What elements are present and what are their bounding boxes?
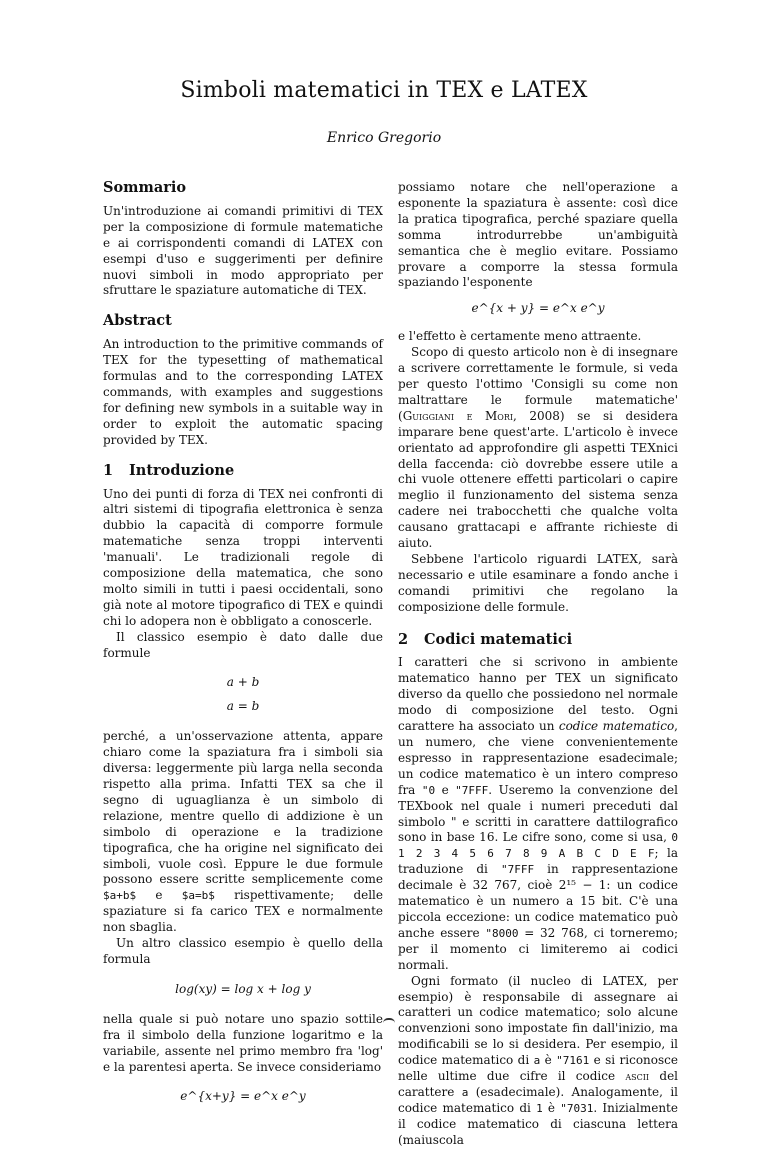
author-name: Enrico Gregorio	[326, 130, 442, 146]
codes-paragraph-2: Ogni formato (il nucleo di LATEX, per esempio) è responsabile di assegnare ai caratteri un codice matematico; solo alcune convenzioni sono impostate fin dall'inizio, ma modificabili se lo si desidera. Per esempio, il codice matematico di a è "7161 e si riconosce nelle ultime due cifre il codice ascii del carattere a (esadecimale). Analogamente, il codice matematico di 1 è "7031. Inizialmente il codice matematico di ciascuna lettera (maiuscola	[398, 973, 679, 1147]
right-paragraph-3: Scopo di questo articolo non è di insegnare a scrivere correttamente le formule, si veda per questo l'ottimo 'Consigli su come non maltrattare le formule matematiche' (Guiggiani e Mori, 2008) se si desidera imparare bene quest'arte. L'articolo è invece orientato ad approfondire gli aspetti TEXnici della faccenda: ciò dovrebbe essere utile a chi vuole ottenere effetti particolari o capire meglio il funzionamento del sistema senza cadere nei trabocchetti che qualche volta causano grattacapi e affrante richieste di aiuto.	[398, 345, 678, 551]
code-sum: $a+b$	[103, 889, 137, 903]
formula-exp-spaced: e^{x + y} = e^x e^y	[471, 301, 605, 316]
page-number-mark	[383, 1018, 395, 1023]
right-column	[398, 180, 678, 1149]
intro-paragraph-1: Uno dei punti di forza di TEX nei confronti di altri sistemi di tipografia elettronica è senza dubbio la capacità di comporre formule matematiche senza troppi interventi 'manuali'. Le tradizionali regole di composizione della matematica, che sono molto simili in tutti i paesi occidentali, sono già note al motore tipografico di TEX e quindi chi lo adopera non è obbligato a conoscerle.	[103, 486, 383, 628]
code-equal: $a=b$	[181, 889, 215, 903]
intro-paragraph-4: Un altro classico esempio è quello della formula	[103, 936, 383, 966]
section-1-heading	[103, 463, 383, 479]
abstract-heading: Abstract	[103, 312, 172, 330]
right-paragraph-4: Sebbene l'articolo riguardi LATEX, sarà necessario e utile esaminare a fondo anche i comandi primitivi che regolano la composizione delle formule.	[398, 551, 678, 614]
section-2-number: 2	[398, 630, 409, 648]
section-1-title: Introduzione	[129, 461, 235, 479]
hex-digits: 0 1 2 3 4 5 6 7 8 9 A B C D E F	[398, 831, 678, 861]
right-paragraph-2: e l'effetto è certamente meno attraente.	[398, 329, 642, 344]
sommario-text: Un'introduzione ai comandi primitivi di TEX per la composizione di formule matematiche e ai corrispondenti comandi di LATEX con esempi d'uso e suggerimenti per definire nuovi simboli in modo appropriato per sfruttare le spaziature automatiche di TEX.	[103, 203, 383, 298]
abstract-text: An introduction to the primitive commands of TEX for the typesetting of mathematical formulas and to the corresponding LATEX commands, with examples and suggestions for defining new symbols in a suitable way in order to exploit the automatic spacing provided by TEX.	[103, 337, 383, 447]
codes-paragraph-1: I caratteri che si scrivono in ambiente matematico hanno per TEX un significato diverso da quello che possiedono nel normale modo di composizione del testo. Ogni carattere ha associato un codice matematico, un numero, che viene convenientemente espresso in rappresentazione esadecimale; un codice matematico è un intero compreso fra "0 e "7FFF. Useremo la convenzione del TEXbook nel quale i numeri preceduti dal simbolo " e scritti in carattere dattilografico sono in base 16. Le cifre sono, come si usa, 0 1 2 3 4 5 6 7 8 9 A B C D E F; la traduzione di "7FFF in rappresentazione decimale è 32 767, cioè 2¹⁵ − 1: un codice matematico è un numero a 15 bit. C'è una piccola eccezione: un codice matematico può anche essere "8000 = 32 768, ci torneremo; per il momento ci limiteremo ai codici normali.	[398, 655, 679, 972]
section-2-title: Codici matematici	[424, 630, 573, 648]
formula-equal: a = b	[226, 699, 260, 714]
section-2-heading	[398, 632, 678, 648]
formula-sum: a + b	[226, 675, 260, 690]
intro-paragraph-2: Il classico esempio è dato dalle due formule	[103, 629, 383, 660]
emphasis-math-code: codice matematico	[558, 719, 675, 734]
sommario-heading: Sommario	[103, 179, 187, 196]
intro-paragraph-3: perché, a un'osservazione attenta, appare chiaro come la spaziatura fra i simboli sia diversa: leggermente più larga nella seconda rispetto alla prima. Infatti TEX sa che il segno di uguaglianza è un simbolo di relazione, mentre quello di addizione è un simbolo di operazione e la tradizione tipografica, che ha origine nel significato dei simboli, vuole così. Eppure le due formule possono essere scritte semplicemente come $a+b$ e $a=b$ rispettivamente; delle spaziature si fa carico TEX e normalmente non sbaglia.	[103, 729, 383, 935]
paper-title: Simboli matematici in TEX e LATEX	[180, 78, 588, 103]
left-column	[103, 180, 383, 1113]
section-1-number: 1	[103, 461, 114, 479]
formula-exp: e^{x+y} = e^x e^y	[180, 1089, 306, 1104]
right-paragraph-1: possiamo notare che nell'operazione a esponente la spaziatura è assente: così dice la pratica tipografica, perché spaziare quella somma introdurrebbe un'ambiguità semantica che è meglio evitare. Possiamo provare a comporre la stessa formula spaziando l'esponente	[398, 180, 678, 290]
formula-log: log(xy) = log x + log y	[175, 981, 311, 996]
citation: Guiggiani e Mori	[402, 408, 514, 423]
intro-paragraph-5: nella quale si può notare uno spazio sottile fra il simbolo della funzione logaritmo e la variabile, assente nel primo membro fra 'log' e la parentesi aperta. Se invece consideriamo	[103, 1011, 383, 1074]
